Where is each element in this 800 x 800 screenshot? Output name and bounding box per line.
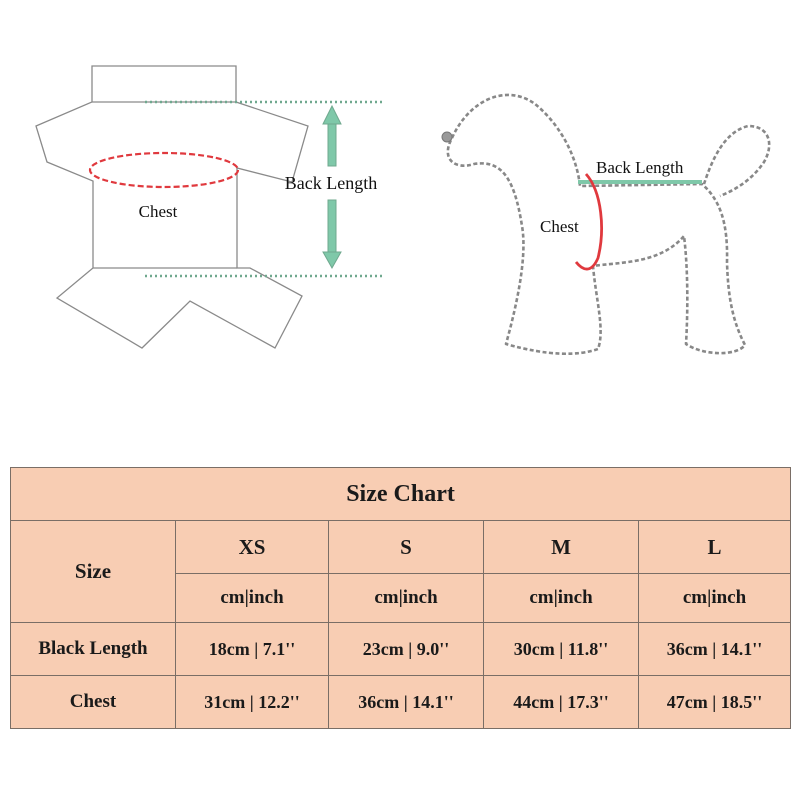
- table-row: [11, 623, 791, 676]
- size-chart-table: [10, 467, 791, 729]
- row-label-back-length: Black Length: [11, 623, 176, 676]
- chest-l: 47cm | 18.5'': [639, 676, 791, 729]
- chest-s: 36cm | 14.1'': [329, 676, 484, 729]
- chest-xs: 31cm | 12.2'': [176, 676, 329, 729]
- dog-nose-icon: [442, 132, 452, 142]
- unit-label-xs: cm|inch: [176, 574, 329, 623]
- back-length-m: 30cm | 11.8'': [484, 623, 639, 676]
- dog-chest-line: [576, 174, 602, 269]
- dog-outline: [448, 95, 769, 354]
- garment-back-length-label: Back Length: [284, 173, 378, 193]
- unit-label-m: cm|inch: [484, 574, 639, 623]
- size-header-label: Size: [11, 521, 176, 623]
- dog-back-length-label: Back Length: [596, 158, 684, 177]
- dog-chest-label: Chest: [540, 217, 579, 236]
- size-l-header: L: [639, 521, 791, 574]
- table-row: [11, 676, 791, 729]
- garment-chest-label: Chest: [138, 202, 178, 221]
- back-length-xs: 18cm | 7.1'': [176, 623, 329, 676]
- back-length-s: 23cm | 9.0'': [329, 623, 484, 676]
- chest-m: 44cm | 17.3'': [484, 676, 639, 729]
- row-label-chest: Chest: [11, 676, 176, 729]
- unit-label-l: cm|inch: [639, 574, 791, 623]
- unit-label-s: cm|inch: [329, 574, 484, 623]
- back-length-l: 36cm | 14.1'': [639, 623, 791, 676]
- size-m-header: M: [484, 521, 639, 574]
- size-s-header: S: [329, 521, 484, 574]
- size-xs-header: XS: [176, 521, 329, 574]
- size-chart-title: Size Chart: [11, 468, 791, 521]
- size-header-row: [11, 521, 791, 574]
- size-chart-title-row: [11, 468, 791, 521]
